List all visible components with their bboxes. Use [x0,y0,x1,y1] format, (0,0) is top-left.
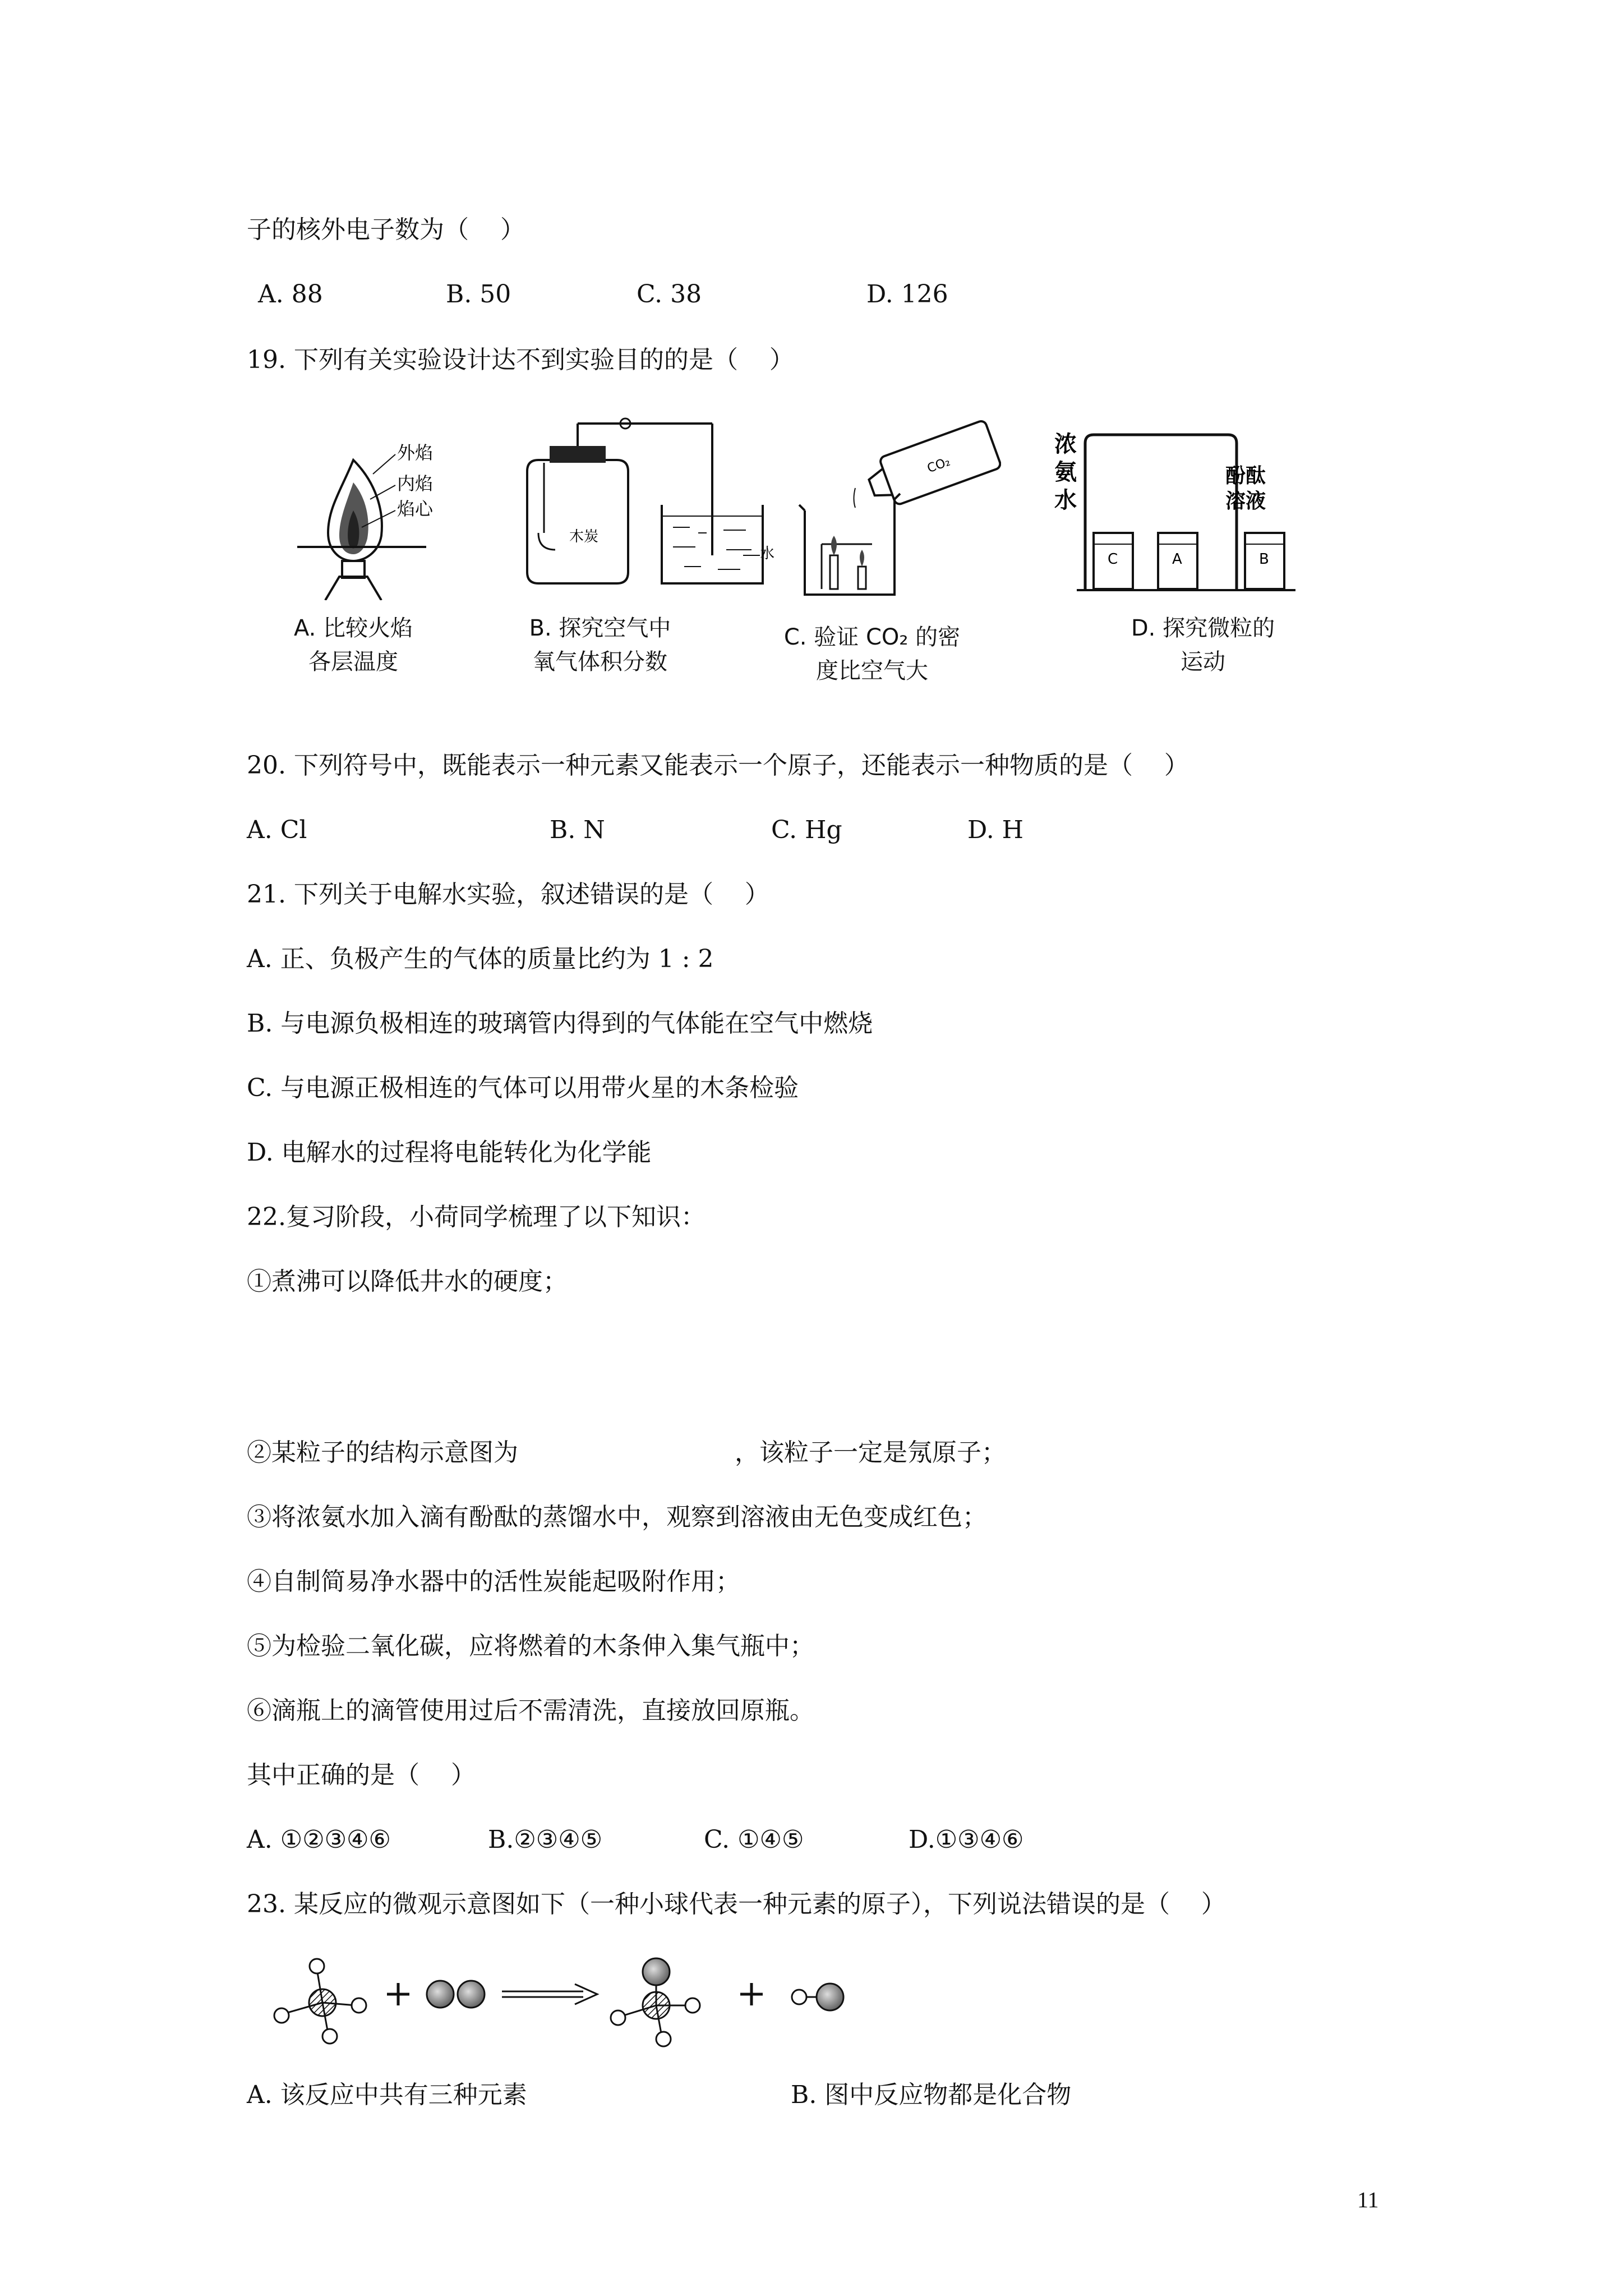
q18-option-b: B. 50 [446,280,511,309]
q22-option-c: C. ①④⑤ [704,1825,804,1854]
q22-item-4: ④自制简易净水器中的活性炭能起吸附作用； [247,1567,740,1596]
flame-label-outer: 外焰 [397,442,434,463]
fig-b-caption-1: B. 探究空气中 [529,615,671,641]
beaker-c-label: C [1108,551,1118,568]
oxygen-volume-apparatus [505,415,780,589]
ammonia-label-3: 水 [1054,487,1077,513]
q20-option-b: B. N [550,816,605,844]
fig-d-caption-1: D. 探究微粒的 [1131,615,1275,641]
co2-label: CO₂ [925,454,952,476]
flame-label-core: 焰心 [397,498,434,519]
q20-option-a: A. Cl [247,816,307,844]
q22-option-d: D.①③④⑥ [909,1825,1024,1854]
q20-option-c: C. Hg [771,816,842,844]
q22-item-1: ①煮沸可以降低井水的硬度； [247,1267,568,1296]
q21-option-d: D. 电解水的过程将电能转化为化学能 [247,1138,652,1167]
q22-item-6: ⑥滴瓶上的滴管使用过后不需清洗，直接放回原瓶。 [247,1696,814,1725]
co2-density-apparatus [788,415,1001,600]
q19-stem: 19. 下列有关实验设计达不到实验目的的是（ ） [247,346,794,374]
q22-item-3: ③将浓氨水加入滴有酚酞的蒸馏水中，观察到溶液由无色变成红色； [247,1503,987,1531]
beaker-b-label: B [1259,551,1269,568]
q23-stem: 23. 某反应的微观示意图如下（一种小球代表一种元素的原子），下列说法错误的是（ ） [247,1890,1226,1918]
fig-c-caption-2: 度比空气大 [816,658,928,684]
q18-option-c: C. 38 [637,280,702,309]
q22-item-5: ⑤为检验二氧化碳，应将燃着的木条伸入集气瓶中； [247,1632,814,1660]
fig-a-caption-2: 各层温度 [308,649,398,675]
q20-stem: 20. 下列符号中，既能表示一种元素又能表示一个原子，还能表示一种物质的是（ ） [247,751,1189,780]
particle-motion-apparatus [1054,426,1295,595]
q22-item-2-end: ，该粒子一定是氖原子； [735,1438,1006,1467]
q23-option-b: B. 图中反应物都是化合物 [791,2081,1072,2109]
ammonia-label-2: 氨 [1054,459,1077,485]
flame-label-inner: 内焰 [397,473,434,494]
flame-diagram [280,432,465,600]
phenolphthalein-label-2: 溶液 [1225,490,1266,513]
charcoal-label: 木炭 [569,528,599,545]
fig-a-caption-1: A. 比较火焰 [293,615,413,641]
q18-option-a: A. 88 [258,280,323,309]
q21-stem: 21. 下列关于电解水实验，叙述错误的是（ ） [247,880,769,909]
page-number: 11 [1357,2187,1379,2212]
q20-option-d: D. H [967,816,1024,844]
fig-c-caption-1: C. 验证 CO₂ 的密 [783,624,961,650]
q23-option-a: A. 该反应中共有三种元素 [247,2081,527,2109]
beaker-a-label: A [1172,551,1182,568]
q18-option-d: D. 126 [866,280,948,309]
q21-option-c: C. 与电源正极相连的气体可以用带火星的木条检验 [247,1074,799,1102]
q22-item-2-start: ②某粒子的结构示意图为 [247,1438,518,1467]
phenolphthalein-label-1: 酚酞 [1225,464,1266,487]
q22-option-a: A. ①②③④⑥ [247,1825,391,1854]
q22-option-b: B.②③④⑤ [488,1825,603,1854]
q21-option-b: B. 与电源负极相连的玻璃管内得到的气体能在空气中燃烧 [247,1009,873,1038]
q22-question: 其中正确的是（ ） [247,1761,476,1789]
reaction-microscopic-diagram [269,1949,942,2056]
q18-stem-tail: 子的核外电子数为（ ） [247,215,525,244]
ammonia-label-1: 浓 [1054,431,1077,457]
q22-stem: 22.复习阶段，小荷同学梳理了以下知识： [247,1203,706,1231]
water-label: 水 [760,545,775,562]
q21-option-a: A. 正、负极产生的气体的质量比约为 1 : 2 [247,945,714,973]
fig-b-caption-2: 氧气体积分数 [533,649,667,675]
fig-d-caption-2: 运动 [1181,649,1225,675]
